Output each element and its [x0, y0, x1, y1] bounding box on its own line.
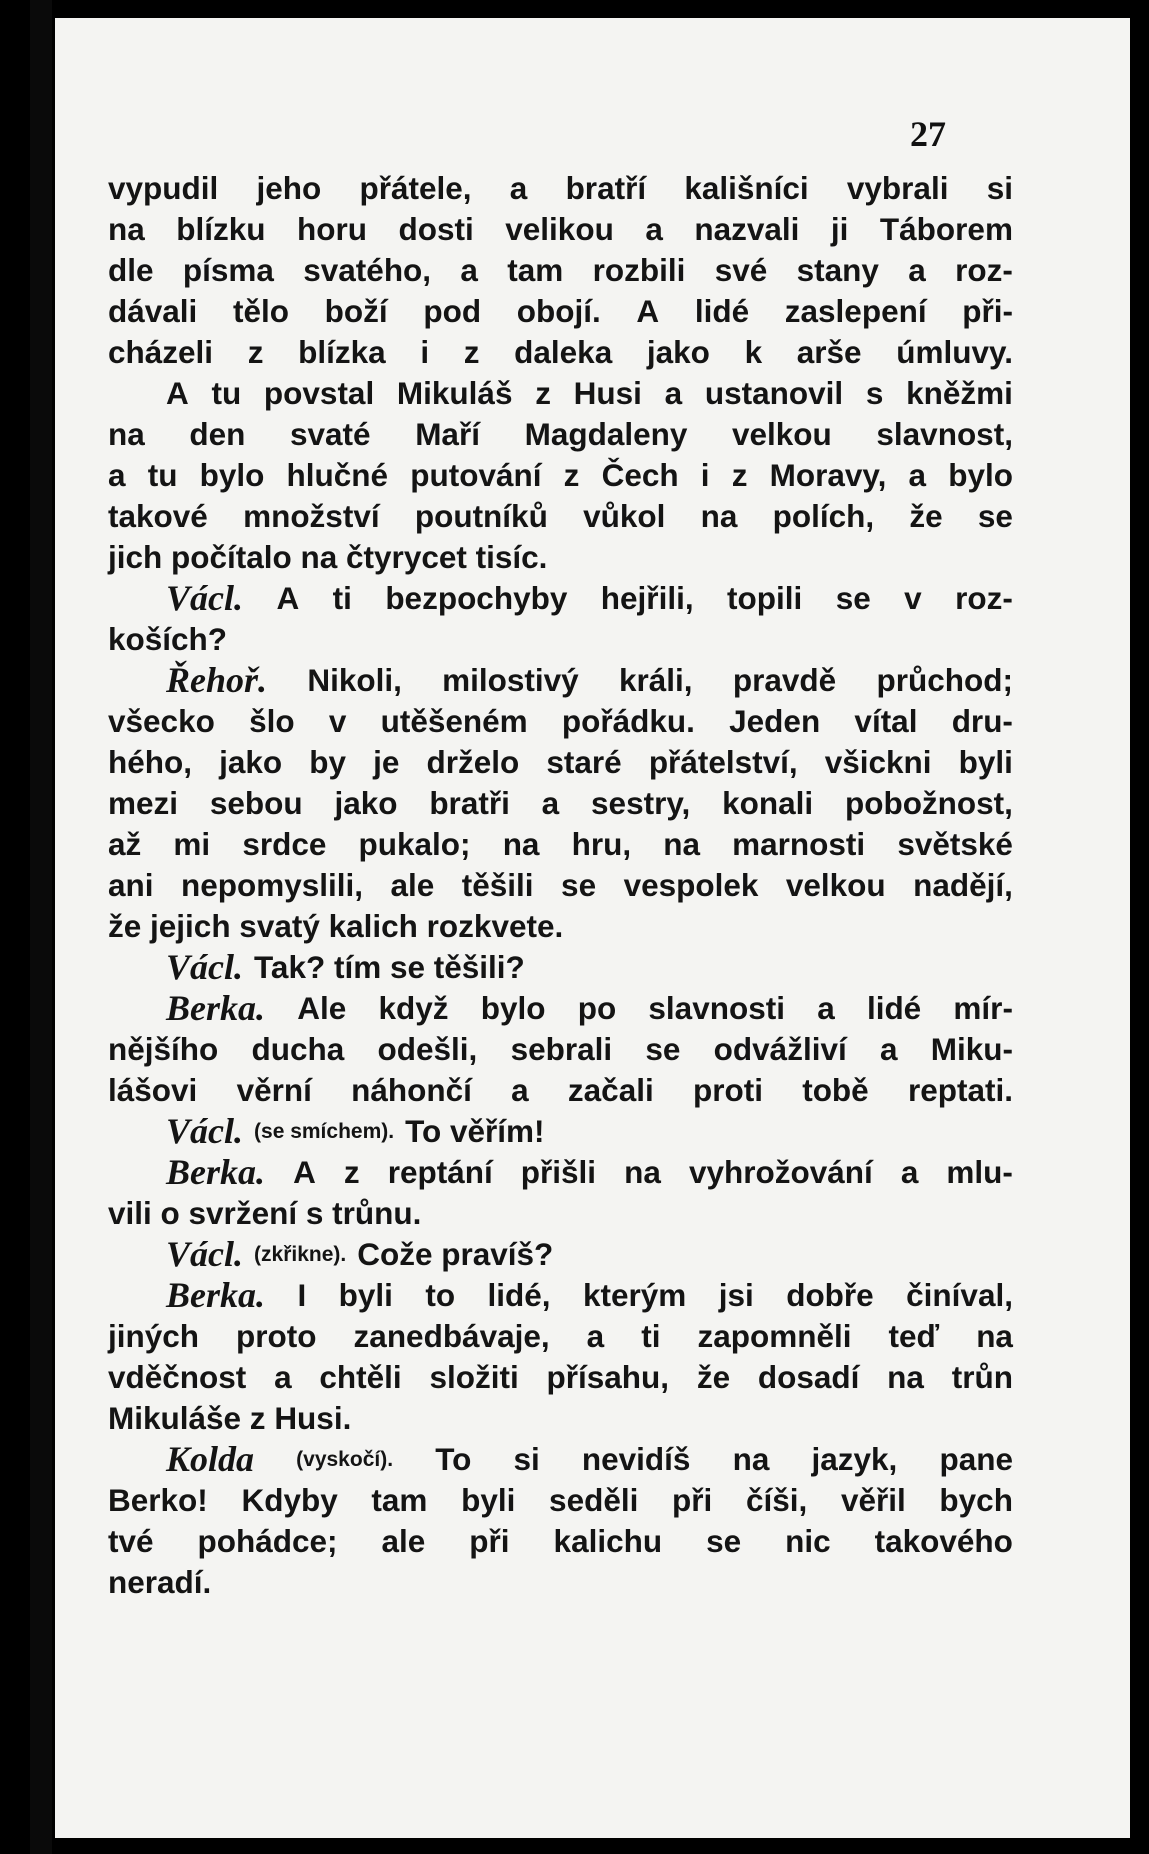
word: A: [166, 375, 189, 411]
text-line: [108, 250, 1013, 291]
word: slavnost,: [876, 416, 1013, 452]
word: Moravy,: [769, 457, 887, 493]
word: Táborem: [879, 211, 1013, 247]
word: a: [511, 1072, 529, 1108]
word: putování: [410, 457, 542, 493]
stage-direction: (zkřikne).: [254, 1243, 347, 1266]
word: I: [297, 1277, 307, 1313]
word: odvážliví: [713, 1031, 847, 1067]
word: by: [309, 744, 347, 780]
text-line: [108, 865, 1013, 906]
word: ducha: [251, 1031, 345, 1067]
word: to: [425, 1277, 456, 1313]
word: roz-: [955, 252, 1013, 288]
word: jsi: [718, 1277, 754, 1313]
word: mlu-: [946, 1154, 1013, 1190]
word: písma: [182, 252, 274, 288]
word: že: [909, 498, 943, 534]
text-line: [108, 783, 1013, 824]
word: milostivý: [442, 662, 579, 698]
word: vypudil: [108, 170, 219, 206]
word: náhončí: [351, 1072, 472, 1108]
word: na: [624, 1154, 661, 1190]
word: polích,: [772, 498, 875, 534]
word: a: [509, 170, 528, 206]
text-segment: Mikuláše z Husi.: [108, 1400, 352, 1436]
text-segment: neradí.: [108, 1564, 212, 1600]
word: bratři: [429, 785, 510, 821]
word: nic: [785, 1523, 831, 1559]
word: pobožnost,: [844, 785, 1013, 821]
word: Kdyby: [241, 1482, 338, 1518]
word: když: [378, 990, 449, 1026]
word: Mikuláš: [396, 375, 513, 411]
speaker-name: Václ.: [166, 1111, 243, 1151]
speaker-name: Berka.: [166, 1152, 265, 1192]
word: se: [977, 498, 1013, 534]
word: na: [732, 1441, 770, 1477]
word: k: [744, 334, 763, 370]
word: staré: [546, 744, 622, 780]
word: s: [865, 375, 884, 411]
text-line: [108, 1316, 1013, 1357]
word: odešli,: [377, 1031, 478, 1067]
word: velkou: [731, 416, 832, 452]
text-line: [108, 947, 1013, 988]
word: bylo: [480, 990, 546, 1026]
word: na: [663, 826, 700, 862]
text-line: [108, 906, 1013, 947]
word: bezpochyby: [385, 580, 568, 616]
word: nadějí,: [913, 867, 1013, 903]
word: vespolek: [623, 867, 759, 903]
word: lášovi: [108, 1072, 198, 1108]
word: poutníků: [414, 498, 548, 534]
word: a: [817, 990, 835, 1026]
word: lidé,: [487, 1277, 551, 1313]
word: den: [189, 416, 246, 452]
word: a: [541, 785, 560, 821]
word: tu: [147, 457, 178, 493]
text-line: [108, 373, 1013, 414]
word: přišli: [520, 1154, 597, 1190]
word: tam: [371, 1482, 428, 1518]
word: dru-: [951, 703, 1013, 739]
word: pohádce;: [197, 1523, 338, 1559]
stage-direction: (vyskočí).: [296, 1448, 394, 1471]
book-page: [55, 18, 1130, 1838]
word: sestry,: [591, 785, 691, 821]
word: pod: [423, 293, 482, 329]
word: i: [420, 334, 430, 370]
word: Miku-: [930, 1031, 1013, 1067]
text-line: [108, 824, 1013, 865]
word: i: [700, 457, 710, 493]
word: pravdě: [732, 662, 837, 698]
word: a: [879, 1031, 898, 1067]
word: Husi: [573, 375, 642, 411]
word: na: [502, 826, 540, 862]
word: mi: [173, 826, 211, 862]
word: roz-: [955, 580, 1013, 616]
text-line: [108, 332, 1013, 373]
word: z: [463, 334, 480, 370]
word: při: [469, 1523, 510, 1559]
text-segment: Tak? tím se těšili?: [254, 949, 525, 985]
word: A: [293, 1154, 316, 1190]
word: cházeli: [108, 334, 214, 370]
word: topili: [727, 580, 803, 616]
text-line: [108, 1234, 1013, 1275]
word: hého,: [108, 744, 192, 780]
word: dosadí: [757, 1359, 860, 1395]
word: a: [274, 1359, 292, 1395]
word: zaslepení: [784, 293, 927, 329]
word: na: [700, 498, 738, 534]
word: tam: [507, 252, 564, 288]
word: v: [328, 703, 347, 739]
word: povstal: [263, 375, 375, 411]
word: A: [636, 293, 660, 329]
word: všickni: [824, 744, 932, 780]
word: pořádku.: [561, 703, 695, 739]
word: srdce: [242, 826, 327, 862]
word: a: [645, 211, 663, 247]
word: bylo: [948, 457, 1013, 493]
word: vybrali: [846, 170, 949, 206]
word: Ale: [297, 990, 347, 1026]
word: proti: [692, 1072, 763, 1108]
word: se: [645, 1031, 681, 1067]
word: dosti: [398, 211, 474, 247]
word: své: [714, 252, 768, 288]
word: stany: [796, 252, 879, 288]
word: Čech: [601, 457, 679, 493]
word: věřil: [840, 1482, 906, 1518]
page-text: [108, 168, 1013, 1603]
text-line: [108, 168, 1013, 209]
word: jako: [646, 334, 710, 370]
text-line: [108, 291, 1013, 332]
word: šlo: [249, 703, 295, 739]
text-line: [108, 1357, 1013, 1398]
word: trůn: [951, 1359, 1013, 1395]
word: z: [535, 375, 551, 411]
word: ti: [332, 580, 352, 616]
text-line: [108, 1439, 1013, 1480]
word: pane: [939, 1441, 1013, 1477]
text-line: [108, 742, 1013, 783]
word: obojí.: [516, 293, 601, 329]
word: sebou: [209, 785, 303, 821]
speaker-name: Řehoř.: [166, 660, 268, 700]
word: se: [835, 580, 871, 616]
word: Maří: [415, 416, 480, 452]
word: v: [904, 580, 922, 616]
word: při: [672, 1482, 713, 1518]
word: na: [887, 1359, 924, 1395]
word: hru,: [571, 826, 632, 862]
word: zapomněli: [697, 1318, 852, 1354]
word: ti: [641, 1318, 661, 1354]
word: proto: [236, 1318, 317, 1354]
text-line: [108, 1480, 1013, 1521]
text-line: [108, 209, 1013, 250]
word: dávali: [108, 293, 198, 329]
text-line: [108, 455, 1013, 496]
word: z: [731, 457, 748, 493]
word: blízku: [176, 211, 266, 247]
word: A: [276, 580, 300, 616]
word: ale: [381, 1523, 426, 1559]
word: a: [908, 457, 927, 493]
word: teď: [888, 1318, 940, 1354]
text-line: [108, 1193, 1013, 1234]
text-line: [108, 414, 1013, 455]
word: lidé: [694, 293, 750, 329]
word: ji: [830, 211, 849, 247]
word: slavnosti: [648, 990, 785, 1026]
word: byli: [461, 1482, 516, 1518]
word: těšili: [461, 867, 534, 903]
text-line: [108, 1562, 1013, 1603]
word: byli: [338, 1277, 393, 1313]
word: po: [577, 990, 617, 1026]
word: lidé: [866, 990, 922, 1026]
word: složiti: [429, 1359, 519, 1395]
word: bratří: [565, 170, 647, 206]
word: si: [513, 1441, 540, 1477]
word: jeho: [256, 170, 322, 206]
text-line: [108, 496, 1013, 537]
word: a: [460, 252, 478, 288]
word: na: [108, 211, 145, 247]
word: kalichu: [553, 1523, 663, 1559]
word: se: [706, 1523, 742, 1559]
word: číši,: [745, 1482, 808, 1518]
word: přísahu,: [546, 1359, 670, 1395]
text-line: [108, 660, 1013, 701]
word: takového: [874, 1523, 1013, 1559]
word: rozbili: [592, 252, 686, 288]
word: sebrali: [510, 1031, 613, 1067]
word: nevidíš: [581, 1441, 691, 1477]
word: nepomyslili,: [180, 867, 364, 903]
word: věrní: [236, 1072, 312, 1108]
word: jako: [219, 744, 283, 780]
text-line: [108, 1070, 1013, 1111]
word: Jeden: [729, 703, 821, 739]
word: konali: [722, 785, 814, 821]
word: bych: [939, 1482, 1013, 1518]
word: z: [343, 1154, 360, 1190]
word: z: [247, 334, 264, 370]
word: seděli: [549, 1482, 639, 1518]
word: daleka: [514, 334, 613, 370]
word: pukalo;: [358, 826, 471, 862]
text-segment: koších?: [108, 621, 228, 657]
word: úmluvy.: [896, 334, 1013, 370]
word: arše: [796, 334, 862, 370]
word: jako: [334, 785, 398, 821]
text-segment: že jejich svatý kalich rozkvete.: [108, 908, 564, 944]
word: To: [435, 1441, 472, 1477]
word: takové: [108, 498, 208, 534]
word: na: [976, 1318, 1013, 1354]
word: vyhrožování: [688, 1154, 873, 1190]
word: si: [986, 170, 1013, 206]
text-line: [108, 1398, 1013, 1439]
word: utěšeném: [380, 703, 528, 739]
word: hejřili,: [600, 580, 694, 616]
word: na: [108, 416, 145, 452]
word: nějšího: [108, 1031, 219, 1067]
word: a: [664, 375, 683, 411]
text-line: [108, 1275, 1013, 1316]
word: tvé: [108, 1523, 154, 1559]
word: hlučné: [286, 457, 389, 493]
word: svaté: [290, 416, 371, 452]
page-number: 27: [910, 114, 946, 154]
word: světské: [897, 826, 1013, 862]
text-segment: jich počítalo na čtyrycet tisíc.: [108, 539, 548, 575]
word: začali: [567, 1072, 654, 1108]
word: bylo: [199, 457, 265, 493]
word: přátelství,: [648, 744, 798, 780]
word: dobře: [786, 1277, 874, 1313]
text-line: [108, 619, 1013, 660]
book-binding-edge: [30, 0, 52, 1854]
word: průchod;: [876, 662, 1013, 698]
speaker-name: Berka.: [166, 988, 265, 1028]
word: se: [561, 867, 597, 903]
word: velkou: [785, 867, 886, 903]
word: kterým: [582, 1277, 687, 1313]
word: Magdaleny: [524, 416, 688, 452]
text-line: [108, 1521, 1013, 1562]
word: zanedbávaje,: [353, 1318, 550, 1354]
word: mír-: [953, 990, 1013, 1026]
word: vítal: [854, 703, 918, 739]
word: tobě: [802, 1072, 869, 1108]
word: ale: [390, 867, 435, 903]
text-line: [108, 537, 1013, 578]
word: drželo: [426, 744, 520, 780]
word: kališníci: [684, 170, 809, 206]
word: Berko!: [108, 1482, 208, 1518]
word: jazyk,: [811, 1441, 898, 1477]
word: z: [563, 457, 580, 493]
speaker-name: Václ.: [166, 947, 243, 987]
word: je: [373, 744, 400, 780]
text-line: [108, 1152, 1013, 1193]
speaker-name: Berka.: [166, 1275, 265, 1315]
word: a: [586, 1318, 605, 1354]
word: blízka: [298, 334, 386, 370]
text-segment: Cože pravíš?: [357, 1236, 554, 1272]
speaker-name: Václ.: [166, 1234, 243, 1274]
text-line: [108, 701, 1013, 742]
word: králi,: [619, 662, 693, 698]
word: vůkol: [583, 498, 666, 534]
word: a: [900, 1154, 919, 1190]
word: tělo: [232, 293, 289, 329]
word: a: [908, 252, 926, 288]
word: velikou: [505, 211, 614, 247]
text-line: [108, 988, 1013, 1029]
word: mezi: [108, 785, 179, 821]
word: činíval,: [906, 1277, 1013, 1313]
word: při-: [962, 293, 1013, 329]
word: až: [108, 826, 142, 862]
text-line: [108, 1111, 1013, 1152]
word: nazvali: [694, 211, 800, 247]
word: horu: [297, 211, 368, 247]
word: ustanovil: [704, 375, 844, 411]
word: dle: [108, 252, 154, 288]
word: množství: [243, 498, 380, 534]
word: svatého,: [303, 252, 432, 288]
word: a: [108, 457, 126, 493]
word: přátele,: [359, 170, 472, 206]
word: kněžmi: [906, 375, 1013, 411]
word: marnosti: [732, 826, 866, 862]
word: jiných: [108, 1318, 200, 1354]
word: chtěli: [319, 1359, 402, 1395]
word: byli: [958, 744, 1013, 780]
speaker-name: Václ.: [166, 578, 243, 618]
word: Nikoli,: [307, 662, 402, 698]
speaker-name: Kolda: [166, 1439, 255, 1479]
word: ani: [108, 867, 154, 903]
word: vděčnost: [108, 1359, 247, 1395]
text-segment: To věřím!: [405, 1113, 545, 1149]
word: reptání: [387, 1154, 493, 1190]
word: boží: [324, 293, 388, 329]
word: tu: [211, 375, 242, 411]
text-segment: vili o svržení s trůnu.: [108, 1195, 422, 1231]
word: že: [696, 1359, 731, 1395]
text-line: [108, 578, 1013, 619]
text-line: [108, 1029, 1013, 1070]
word: všecko: [108, 703, 215, 739]
stage-direction: (se smíchem).: [254, 1120, 395, 1143]
word: reptati.: [907, 1072, 1013, 1108]
